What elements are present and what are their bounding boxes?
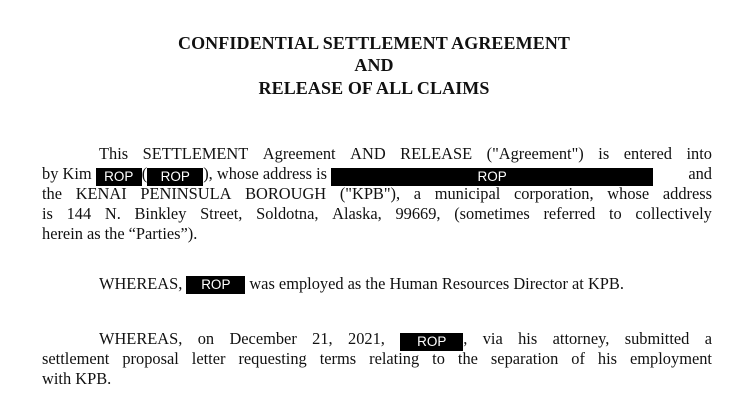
word: address xyxy=(662,184,712,203)
word: December xyxy=(229,329,297,348)
word: is xyxy=(42,204,53,223)
word: 144 xyxy=(66,204,92,223)
word: into xyxy=(686,144,712,163)
word: relating xyxy=(369,349,420,368)
text-run xyxy=(400,329,467,351)
word: entered xyxy=(623,144,672,163)
text-run xyxy=(42,164,653,186)
word: letter xyxy=(191,349,226,368)
word: PENINSULA xyxy=(140,184,232,203)
word: on xyxy=(197,329,215,348)
word: KENAI xyxy=(75,184,127,203)
word: his xyxy=(518,329,538,348)
word: employment xyxy=(630,349,712,368)
word: is xyxy=(598,144,610,163)
redaction-box: ROP xyxy=(96,168,142,186)
word: the xyxy=(457,349,478,368)
word: to xyxy=(608,204,622,223)
whereas-employment-paragraph xyxy=(42,274,712,294)
whereas-proposal-paragraph xyxy=(42,329,712,389)
word: a xyxy=(704,329,712,348)
word: AND xyxy=(350,144,386,163)
paragraph-line xyxy=(42,349,712,369)
word: terms xyxy=(319,349,357,368)
document-title-line-2: AND xyxy=(354,55,394,75)
word: Soldotna, xyxy=(256,204,319,223)
word: Alaska, xyxy=(332,204,382,223)
word: submitted xyxy=(624,329,690,348)
word: N. xyxy=(104,204,121,223)
word: whose xyxy=(607,184,650,203)
text-run: with KPB. xyxy=(42,369,112,388)
word: his xyxy=(597,349,618,368)
paragraph-line xyxy=(42,184,712,204)
word: ("Agreement") xyxy=(486,144,584,163)
word: Street, xyxy=(200,204,243,223)
document-title-line-1: CONFIDENTIAL SETTLEMENT AGREEMENT xyxy=(177,33,571,53)
word: settlement xyxy=(42,349,110,368)
paragraph-line xyxy=(42,204,712,224)
word: requesting xyxy=(238,349,307,368)
word: WHEREAS, xyxy=(99,329,183,348)
word: the xyxy=(104,224,125,243)
redaction-box: ROP xyxy=(147,168,203,186)
word: a xyxy=(413,184,422,203)
word: ( xyxy=(141,164,148,183)
word: to xyxy=(432,349,445,368)
word: Agreement xyxy=(262,144,336,163)
agreement-parties-paragraph xyxy=(42,144,712,244)
paragraph-line xyxy=(42,329,712,349)
word: , xyxy=(463,329,468,348)
word: separation xyxy=(490,349,559,368)
word: and xyxy=(688,164,712,183)
word: RELEASE xyxy=(400,144,473,163)
word: via xyxy=(482,329,503,348)
word: BOROUGH xyxy=(245,184,327,203)
paragraph-line xyxy=(42,164,712,184)
word: “Parties”). xyxy=(128,224,198,243)
word: by Kim xyxy=(42,164,92,183)
word: referred xyxy=(543,204,596,223)
word: (sometimes xyxy=(454,204,530,223)
word: of xyxy=(571,349,585,368)
redaction-box: ROP xyxy=(400,333,463,351)
word: SETTLEMENT xyxy=(142,144,249,163)
paragraph-line xyxy=(42,144,712,164)
word: 99669, xyxy=(395,204,441,223)
document-title-line-3: RELEASE OF ALL CLAIMS xyxy=(258,78,490,98)
redaction-box: ROP xyxy=(331,168,653,186)
paragraph-line xyxy=(42,369,712,389)
word: herein xyxy=(42,224,83,243)
word: municipal xyxy=(434,184,501,203)
word: 21, xyxy=(312,329,333,348)
word: WHEREAS, xyxy=(99,274,183,293)
paragraph-line xyxy=(42,274,712,294)
text-run: was employed as the Human Resources Director at KPB. xyxy=(249,274,624,293)
word: the xyxy=(42,184,63,203)
word: collectively xyxy=(635,204,712,223)
word: as xyxy=(86,224,101,243)
word: 2021, xyxy=(348,329,385,348)
word: proposal xyxy=(122,349,179,368)
word: ("KPB"), xyxy=(339,184,401,203)
word: corporation, xyxy=(513,184,594,203)
word: Binkley xyxy=(134,204,187,223)
word: ), whose address is xyxy=(203,164,328,183)
word: attorney, xyxy=(552,329,610,348)
redaction-box: ROP xyxy=(186,276,245,294)
paragraph-line xyxy=(42,224,712,244)
word: This xyxy=(99,144,129,163)
